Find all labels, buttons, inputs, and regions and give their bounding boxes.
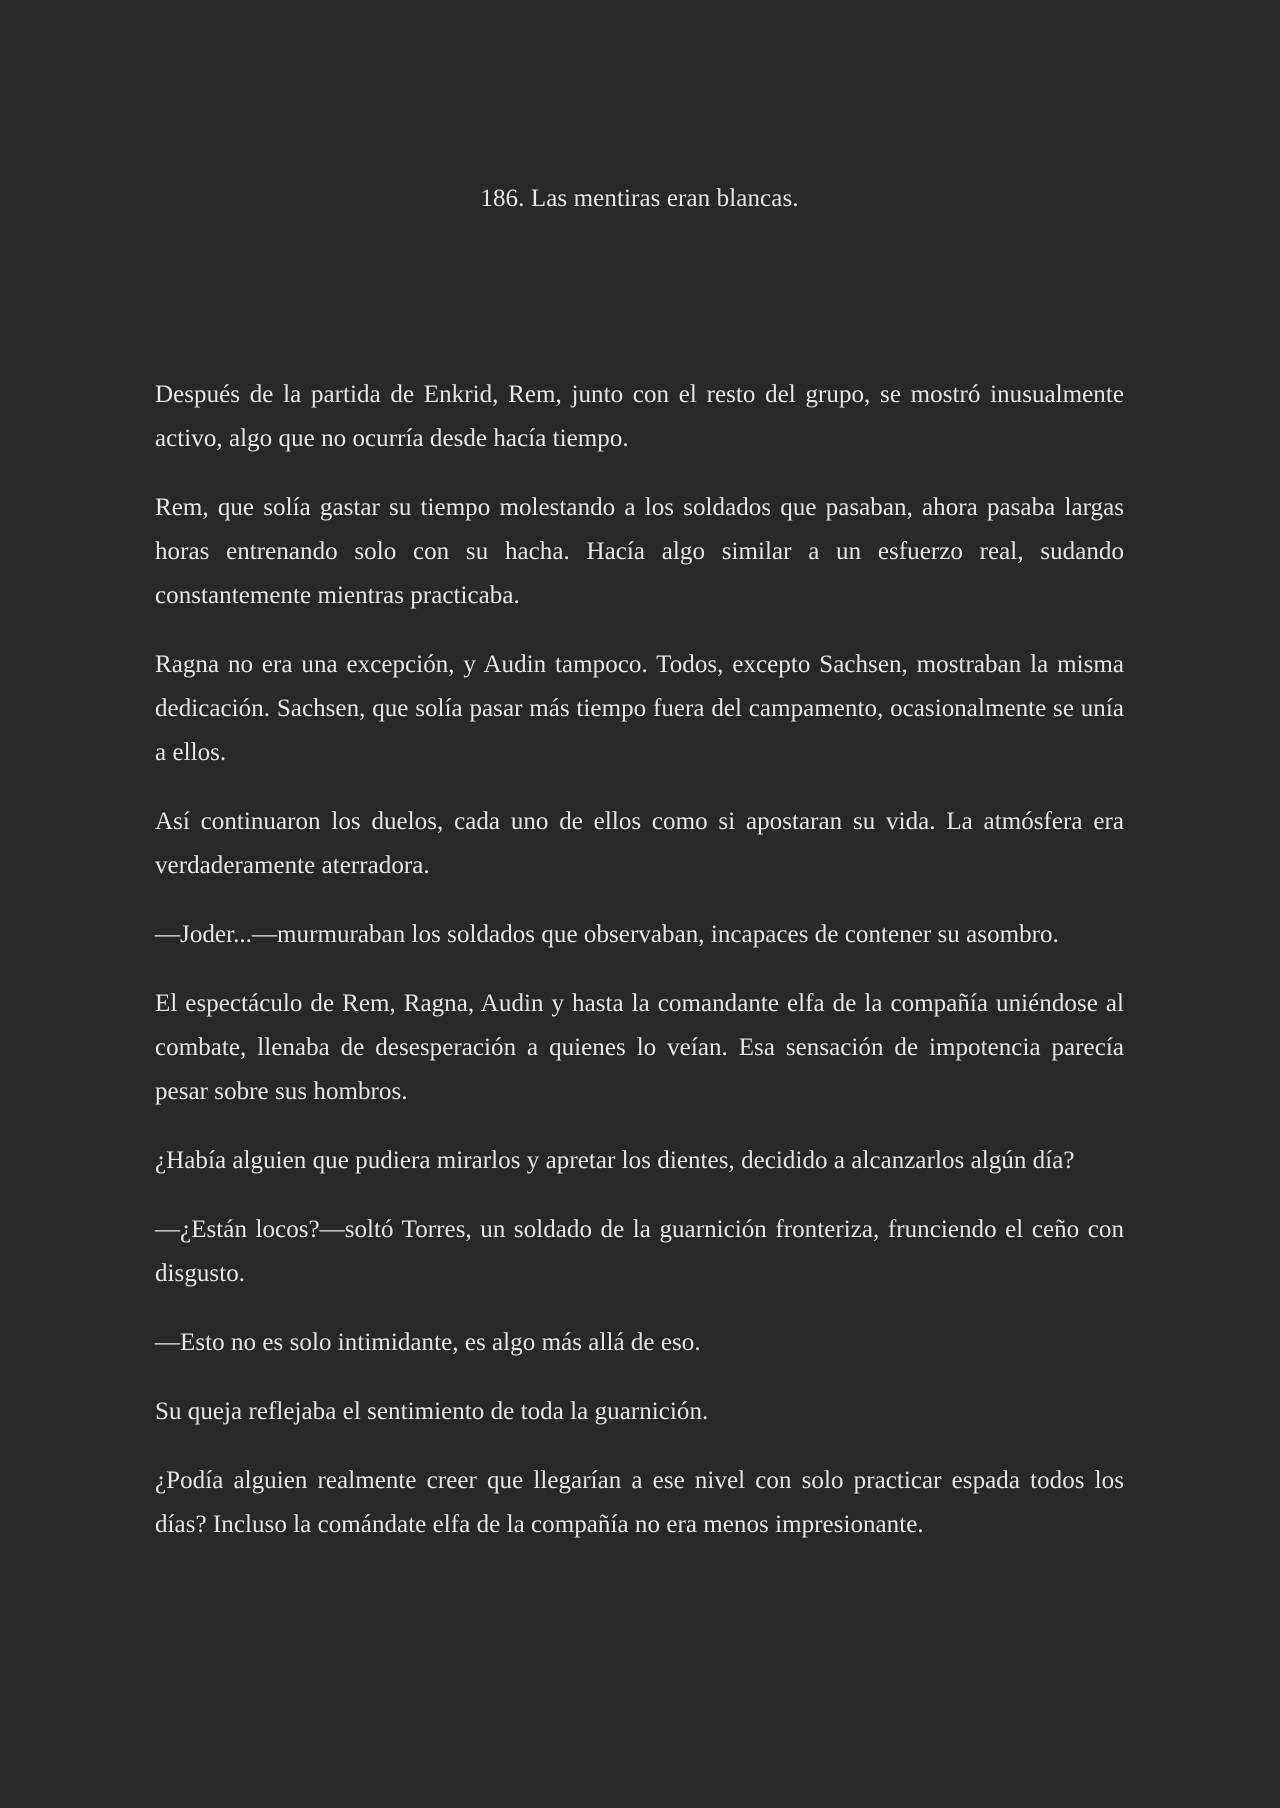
chapter-body <box>155 373 1124 1547</box>
paragraph: —Joder...—murmuraban los soldados que observaban, incapaces de contener su asombro. <box>155 921 1059 948</box>
paragraph: ¿Podía alguien realmente creer que llegarían a ese nivel con solo practicar espada todos los días? Incluso la comándate elfa de la compañía no era menos impresionante. <box>155 1467 1124 1538</box>
reader-page <box>155 0 1124 1572</box>
paragraph: Su queja reflejaba el sentimiento de toda la guarnición. <box>155 1398 709 1425</box>
paragraph: —Esto no es solo intimidante, es algo más allá de eso. <box>155 1329 701 1356</box>
paragraph: ¿Había alguien que pudiera mirarlos y apretar los dientes, decidido a alcanzarlos algún día? <box>155 1147 1075 1174</box>
chapter-title: 186. Las mentiras eran blancas. <box>480 185 799 212</box>
paragraph: El espectáculo de Rem, Ragna, Audin y hasta la comandante elfa de la compañía uniéndose al combate, llenaba de desesperación a quienes lo veían. Esa sensación de impotencia parecía pesar sobre sus hombros. <box>155 990 1124 1105</box>
paragraph: Después de la partida de Enkrid, Rem, junto con el resto del grupo, se mostró inusualmente activo, algo que no ocurría desde hacía tiempo. <box>155 381 1124 452</box>
paragraph: —¿Están locos?—soltó Torres, un soldado de la guarnición fronteriza, frunciendo el ceño con disgusto. <box>155 1216 1124 1287</box>
paragraph: Rem, que solía gastar su tiempo molestando a los soldados que pasaban, ahora pasaba largas horas entrenando solo con su hacha. Hacía algo similar a un esfuerzo real, sudando constantemente mientras practicaba. <box>155 494 1124 609</box>
paragraph: Ragna no era una excepción, y Audin tampoco. Todos, excepto Sachsen, mostraban la misma dedicación. Sachsen, que solía pasar más tiempo fuera del campamento, ocasionalmente se unía a ellos. <box>155 651 1124 766</box>
paragraph: Así continuaron los duelos, cada uno de ellos como si apostaran su vida. La atmósfera era verdaderamente aterradora. <box>155 808 1124 879</box>
